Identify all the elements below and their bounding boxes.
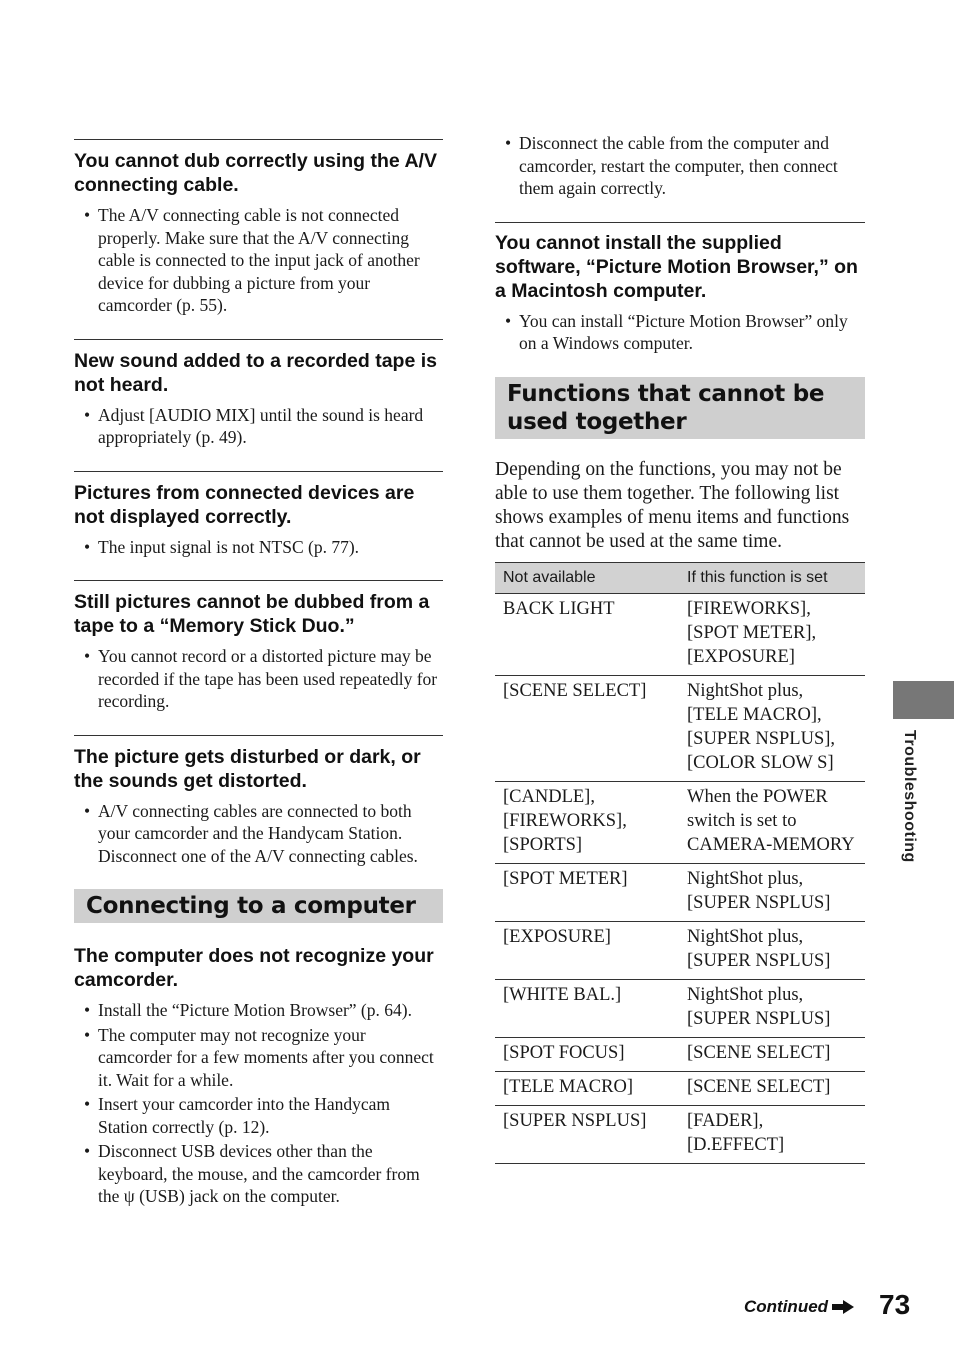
cell-not-available: [SPOT FOCUS]	[495, 1037, 679, 1071]
cell-not-available: [EXPOSURE]	[495, 921, 679, 979]
cell-not-available: [SPOT METER]	[495, 863, 679, 921]
table-header-row	[495, 562, 865, 593]
table-row	[495, 781, 865, 863]
continued-indicator	[744, 1297, 854, 1317]
continued-label: Continued	[744, 1297, 829, 1316]
table-row	[495, 979, 865, 1037]
bullet-item-usb	[74, 1140, 443, 1208]
cell-function-set: [FIREWORKS], [SPOT METER], [EXPOSURE]	[679, 593, 865, 675]
cell-function-set: [FADER], [D.EFFECT]	[679, 1105, 865, 1163]
right-column	[495, 132, 865, 1164]
bullet-item: • You cannot record or a distorted picture may be recorded if the tape has been used repeatedly for recording.	[74, 645, 443, 713]
computer-heading: The computer does not recognize your camcorder.	[74, 945, 434, 991]
cell-function-set: NightShot plus, [SUPER NSPLUS]	[679, 979, 865, 1037]
cell-not-available: [SCENE SELECT]	[495, 675, 679, 781]
usb-text-before: Disconnect USB devices other than the keyboard, the mouse, and the camcorder from the	[98, 1141, 420, 1206]
section-heading: You cannot dub correctly using the A/V connecting cable.	[74, 150, 437, 196]
section-band-connecting: Connecting to a computer	[74, 889, 443, 923]
bullet-list	[74, 404, 443, 449]
section-heading: Pictures from connected devices are not displayed correctly.	[74, 481, 415, 528]
cell-not-available: [TELE MACRO]	[495, 1071, 679, 1105]
cell-function-set: [SCENE SELECT]	[679, 1037, 865, 1071]
bullet-list	[74, 800, 443, 868]
trouble-section	[74, 339, 443, 449]
cell-not-available: [WHITE BAL.]	[495, 979, 679, 1037]
cell-not-available: [CANDLE], [FIREWORKS], [SPORTS]	[495, 781, 679, 863]
chapter-tab	[893, 681, 954, 719]
left-column	[74, 139, 443, 1210]
bullet-item: • The input signal is not NTSC (p. 77).	[74, 536, 443, 559]
page-number: 73	[879, 1289, 911, 1320]
functions-intro: Depending on the functions, you may not be able to use them together. The following list shows examples of menu items and functions that cannot be used at the same time.	[495, 458, 850, 552]
cell-function-set: NightShot plus, [SUPER NSPLUS]	[679, 921, 865, 979]
table-row	[495, 675, 865, 781]
bullet-item: • Install the “Picture Motion Browser” (p. 64).	[74, 999, 443, 1022]
header-not-available: Not available	[495, 562, 679, 593]
chapter-label: Troubleshooting	[901, 730, 918, 863]
table-row	[495, 1037, 865, 1071]
arrow-right-icon	[832, 1300, 854, 1314]
mac-section	[495, 222, 865, 355]
bullet-item: • Adjust [AUDIO MIX] until the sound is heard appropriately (p. 49).	[74, 404, 443, 449]
trouble-section	[74, 139, 443, 317]
section-heading: Still pictures cannot be dubbed from a tape to a “Memory Stick Duo.”	[74, 591, 430, 637]
computer-bullets	[74, 999, 443, 1208]
table-row	[495, 863, 865, 921]
section-band-functions: Functions that cannot be used together	[495, 377, 865, 439]
cell-not-available: [SUPER NSPLUS]	[495, 1105, 679, 1163]
trouble-section	[74, 735, 443, 868]
table-row	[495, 593, 865, 675]
section-heading: New sound added to a recorded tape is not heard.	[74, 349, 437, 396]
bullet-list	[74, 536, 443, 559]
bullet-item: • The A/V connecting cable is not connected properly. Make sure that the A/V connecting cable is connected to the input jack of another device for dubbing a picture from your camcorder (p. 55).	[74, 204, 443, 317]
table-row	[495, 1071, 865, 1105]
trouble-section	[74, 580, 443, 713]
bullet-item: • The computer may not recognize your camcorder for a few moments after you connect it. Wait for a while.	[74, 1024, 443, 1092]
header-if-function-set: If this function is set	[679, 562, 865, 593]
trouble-section	[74, 471, 443, 559]
mac-heading: You cannot install the supplied software, “Picture Motion Browser,” on a Macintosh computer.	[495, 231, 858, 302]
cell-function-set: NightShot plus, [SUPER NSPLUS]	[679, 863, 865, 921]
table-row	[495, 1105, 865, 1163]
bullet-item: • You can install “Picture Motion Browser” only on a Windows computer.	[495, 310, 865, 355]
cell-not-available: BACK LIGHT	[495, 593, 679, 675]
bullet-item: • Disconnect the cable from the computer and camcorder, restart the computer, then connect them again correctly.	[495, 132, 865, 200]
functions-table-body	[495, 593, 865, 1163]
bullet-list	[74, 645, 443, 713]
bullet-list	[74, 204, 443, 317]
left-sections	[74, 139, 443, 867]
cell-function-set: NightShot plus, [TELE MACRO], [SUPER NSPLUS], [COLOR SLOW S]	[679, 675, 865, 781]
usb-text-after: (USB) jack on the computer.	[134, 1186, 340, 1206]
continued-bullet-section	[495, 132, 865, 200]
cell-function-set: When the POWER switch is set to CAMERA-MEMORY	[679, 781, 865, 863]
functions-table	[495, 562, 865, 1164]
bullet-item: • A/V connecting cables are connected to both your camcorder and the Handycam Station. Disconnect one of the A/V connecting cables.	[74, 800, 443, 868]
usb-icon: ψ	[123, 1186, 135, 1206]
cell-function-set: [SCENE SELECT]	[679, 1071, 865, 1105]
bullet-item: • Insert your camcorder into the Handycam Station correctly (p. 12).	[74, 1093, 443, 1138]
section-heading: The picture gets disturbed or dark, or the sounds get distorted.	[74, 745, 421, 792]
table-row	[495, 921, 865, 979]
